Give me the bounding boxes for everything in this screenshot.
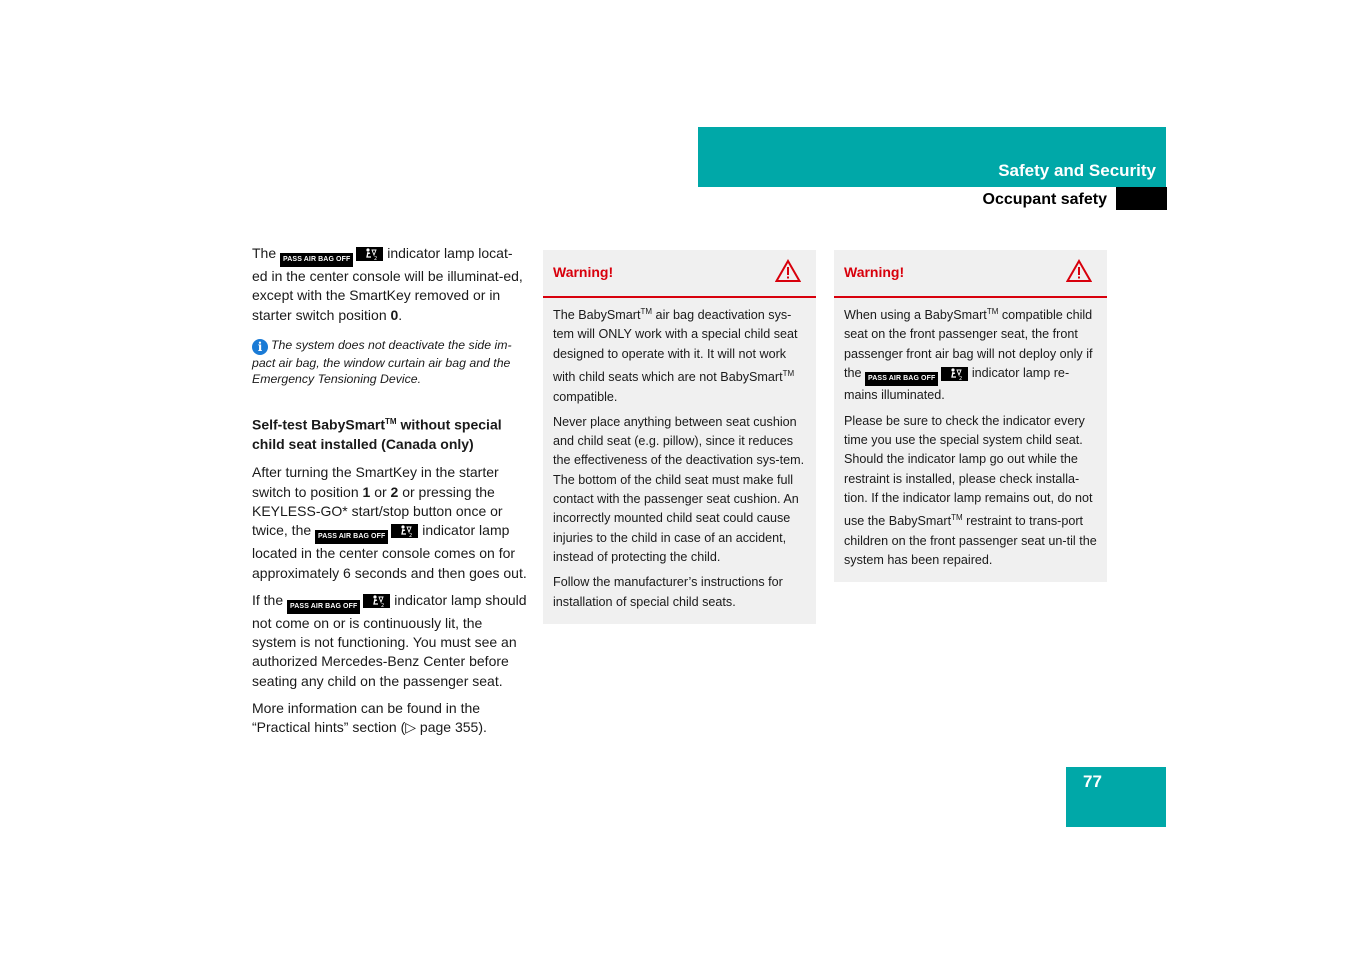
info-note: i The system does not deactivate the side im-pact air bag, the window curtain air bag and the Emergency Tensioning Device. <box>252 337 512 387</box>
warning-title: Warning! <box>844 264 905 280</box>
paragraph-malfunction: If the PASS AIR BAG OFF 2 indicator lamp should not come on or is continuously lit, the system is not functioning. You must see an authorized Mercedes-Benz Center before seating any child on the passenger seat. <box>252 591 527 689</box>
warning-paragraph: Never place anything between seat cushion and child seat (e.g. pillow), since it reduces the effectiveness of the deactivation sys-tem. The bottom of the child seat must make full contact with the passenger seat cushion. An incorrectly mounted child seat could cause injuries to the child in case of an accident, instead of protecting the child. <box>553 414 805 564</box>
passenger-airbag-icon <box>356 247 383 261</box>
left-column <box>252 244 528 746</box>
section-tab-marker <box>1116 187 1167 210</box>
warning-header <box>543 250 816 298</box>
subsection-title: Occupant safety <box>982 191 1107 208</box>
paragraph-lamp-intro: The PASS AIR BAG OFF 2 indicator lamp locat-ed in the center console will be illuminat-ed, except with the SmartKey removed or in starter switch position 0. <box>252 245 523 323</box>
warning-header <box>834 250 1107 298</box>
pass-airbag-off-lamp <box>865 367 968 386</box>
lamp-label: PASS AIR BAG OFF <box>315 530 388 544</box>
passenger-airbag-icon <box>363 594 390 608</box>
pass-airbag-off-lamp <box>315 524 418 544</box>
warning-paragraph: Follow the manufacturer’s instructions for installation of special child seats. <box>553 575 783 609</box>
svg-text:2: 2 <box>380 602 385 608</box>
lamp-label: PASS AIR BAG OFF <box>280 253 353 267</box>
info-icon: i <box>252 339 268 355</box>
warning-body <box>834 298 1107 582</box>
warning-paragraph: Please be sure to check the indicator every time you use the special system child seat. Should the indicator lamp go out while the restraint is installed, please check installa-tion. If the indicator lamp remains out, do not use the BabySmart™ restraint to trans-port children on the front passenger seat un-til the system has been repaired. <box>844 413 1097 567</box>
warning-triangle-icon <box>775 259 801 289</box>
passenger-airbag-icon <box>941 367 968 381</box>
svg-text:2: 2 <box>373 256 378 261</box>
pass-airbag-off-lamp <box>280 247 383 267</box>
section-title: Safety and Security <box>998 161 1156 180</box>
warning-box-babysmart-deactivation <box>543 250 816 624</box>
warning-title: Warning! <box>553 264 614 280</box>
paragraph-self-test: After turning the SmartKey in the starter switch to position 1 or 2 or pressing the KEYLESS-GO* start/stop button once or twice, the PASS AIR BAG OFF 2 indicator lamp located in the center console comes on for approximately 6 seconds and then goes out. <box>252 464 527 581</box>
passenger-airbag-icon <box>391 524 418 538</box>
svg-text:2: 2 <box>958 376 963 382</box>
lamp-label: PASS AIR BAG OFF <box>865 372 938 386</box>
pass-airbag-off-lamp <box>287 594 390 614</box>
header-band <box>698 127 1166 187</box>
warning-paragraph: When using a BabySmart™ compatible child seat on the front passenger seat, the front passenger front air bag will not deploy only if the PASS AIR BAG OFF 2 indicator lamp re-mains illuminated. <box>844 307 1093 403</box>
lamp-label: PASS AIR BAG OFF <box>287 600 360 614</box>
page-number-box <box>1066 767 1166 827</box>
paragraph-more-info: More information can be found in the “Practical hints” section (▷ page 355). <box>252 700 487 736</box>
warning-body <box>543 298 816 624</box>
page-number: 77 <box>1083 772 1102 791</box>
warning-paragraph: The BabySmart™ air bag deactivation sys-tem will ONLY work with a special child seat designed to operate with it. It will not work with child seats which are not BabySmart™ compatible. <box>553 307 798 404</box>
self-test-heading: Self-test BabySmart™ without special child seat installed (Canada only) <box>252 416 502 453</box>
warning-triangle-icon <box>1066 259 1092 289</box>
warning-box-front-airbag <box>834 250 1107 582</box>
svg-text:2: 2 <box>408 533 413 539</box>
